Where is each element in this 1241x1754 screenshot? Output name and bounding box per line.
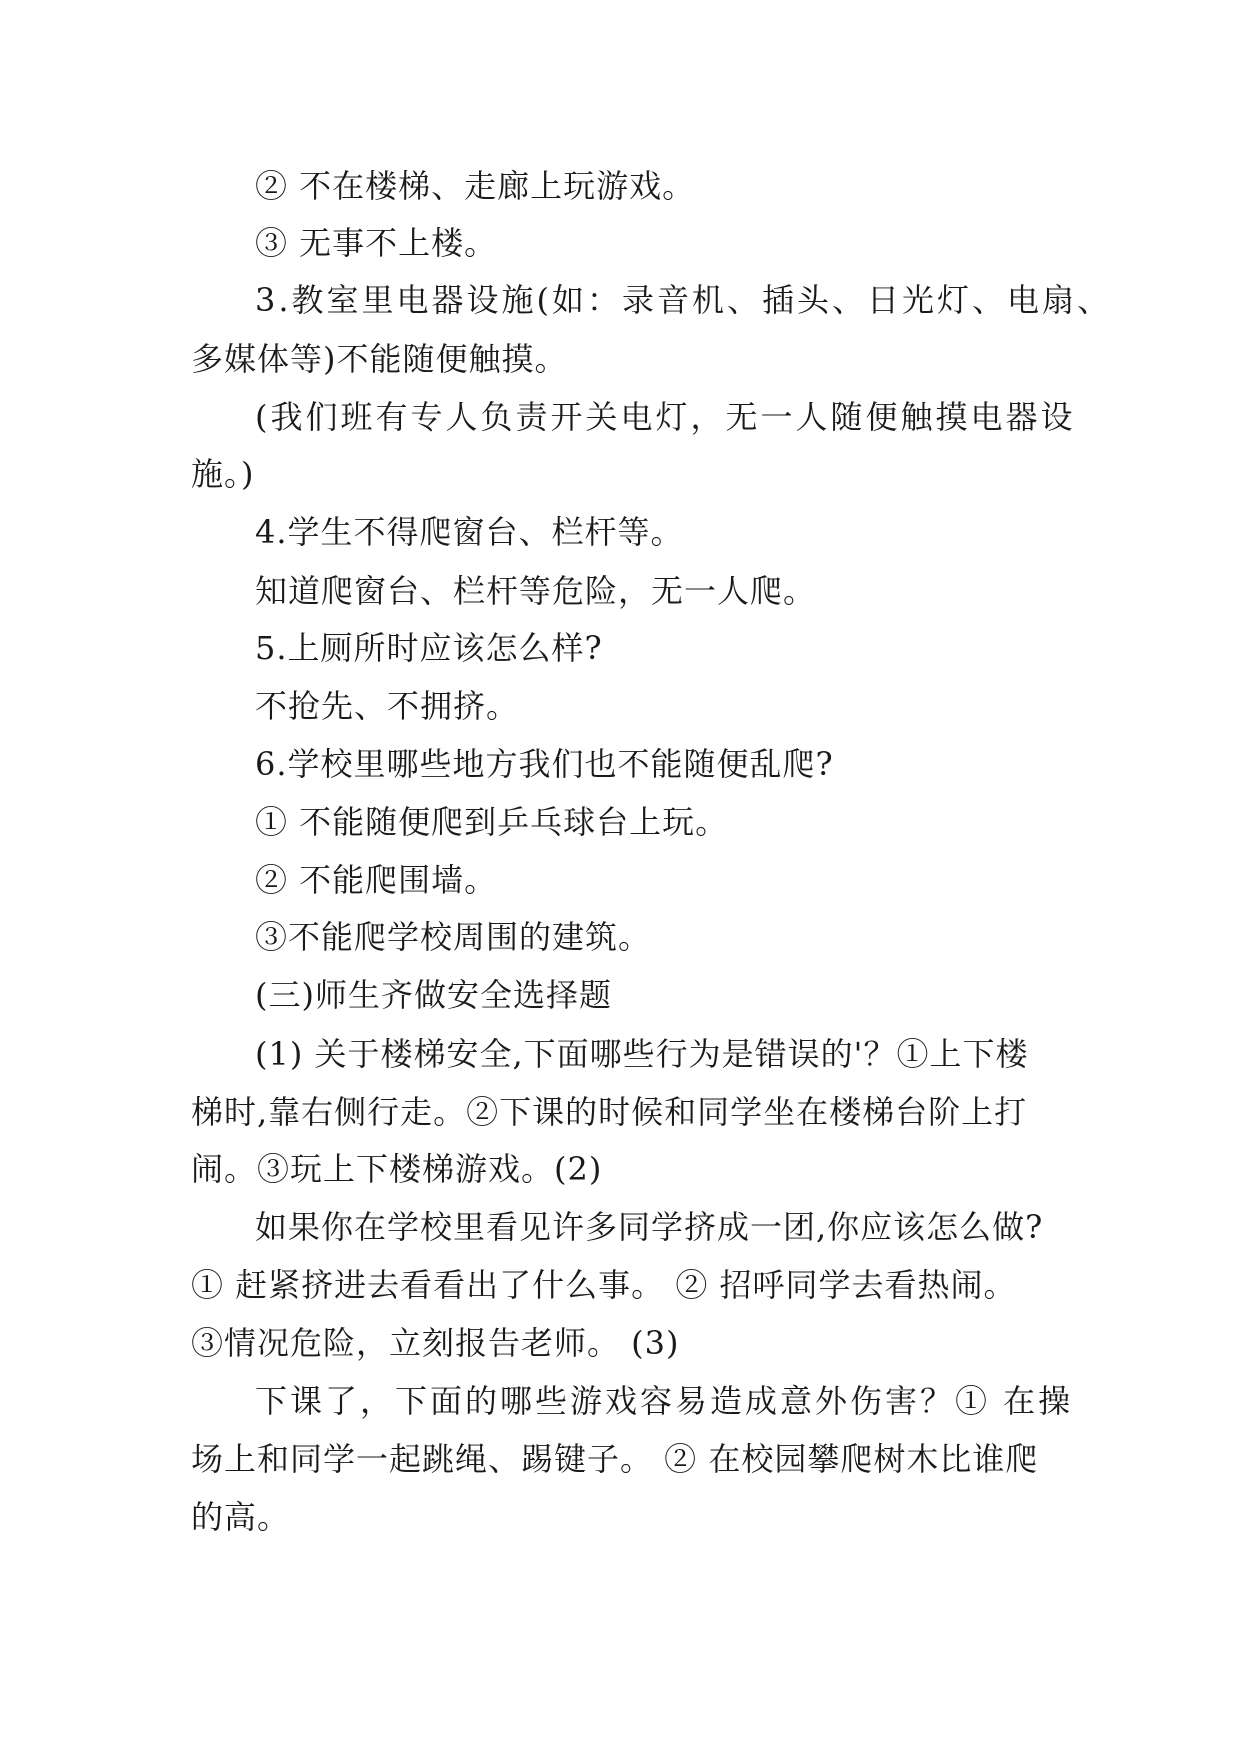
text-line: 3.教室里电器设施(如：录音机、插头、日光灯、电扇、 bbox=[255, 281, 1113, 319]
text-line: ③不能爬学校周围的建筑。 bbox=[255, 918, 652, 956]
text-line: ① 不能随便爬到乒乓球台上玩。 bbox=[255, 803, 729, 841]
text-line: ③ 无事不上楼。 bbox=[255, 224, 498, 262]
text-line: 场上和同学一起跳绳、踢键子。 ② 在校园攀爬树木比谁爬 bbox=[191, 1440, 1039, 1478]
text-line: 施。) bbox=[191, 455, 255, 493]
text-line: 多媒体等)不能随便触摸。 bbox=[191, 340, 568, 378]
text-line: ③情况危险，立刻报告老师。 (3) bbox=[191, 1324, 680, 1362]
text-line: ① 赶紧挤进去看看出了什么事。 ② 招呼同学去看热闹。 bbox=[191, 1266, 1017, 1304]
text-line: 不抢先、不拥挤。 bbox=[255, 687, 520, 725]
text-line: 4.学生不得爬窗台、栏杆等。 bbox=[255, 513, 684, 551]
text-line: (1) 关于楼梯安全,下面哪些行为是错误的'？①上下楼 bbox=[255, 1035, 1029, 1073]
text-line: 如果你在学校里看见许多同学挤成一团,你应该怎么做? bbox=[255, 1208, 1044, 1246]
section-heading: (三)师生齐做安全选择题 bbox=[255, 976, 612, 1014]
text-line: 下课了，下面的哪些游戏容易造成意外伤害？① 在操 bbox=[255, 1382, 1074, 1420]
text-line: 5.上厕所时应该怎么样? bbox=[255, 629, 603, 667]
text-line: 知道爬窗台、栏杆等危险，无一人爬。 bbox=[255, 572, 817, 610]
text-line: 的高。 bbox=[191, 1498, 291, 1536]
text-line: 梯时,靠右侧行走。②下课的时候和同学坐在楼梯台阶上打 bbox=[191, 1093, 1028, 1131]
text-line: ② 不能爬围墙。 bbox=[255, 861, 498, 899]
text-line: 6.学校里哪些地方我们也不能随便乱爬? bbox=[255, 745, 834, 783]
text-line: 闹。③玩上下楼梯游戏。(2) bbox=[191, 1150, 603, 1188]
text-line: (我们班有专人负责开关电灯，无一人随便触摸电器设 bbox=[255, 398, 1076, 436]
text-line: ② 不在楼梯、走廊上玩游戏。 bbox=[255, 167, 696, 205]
